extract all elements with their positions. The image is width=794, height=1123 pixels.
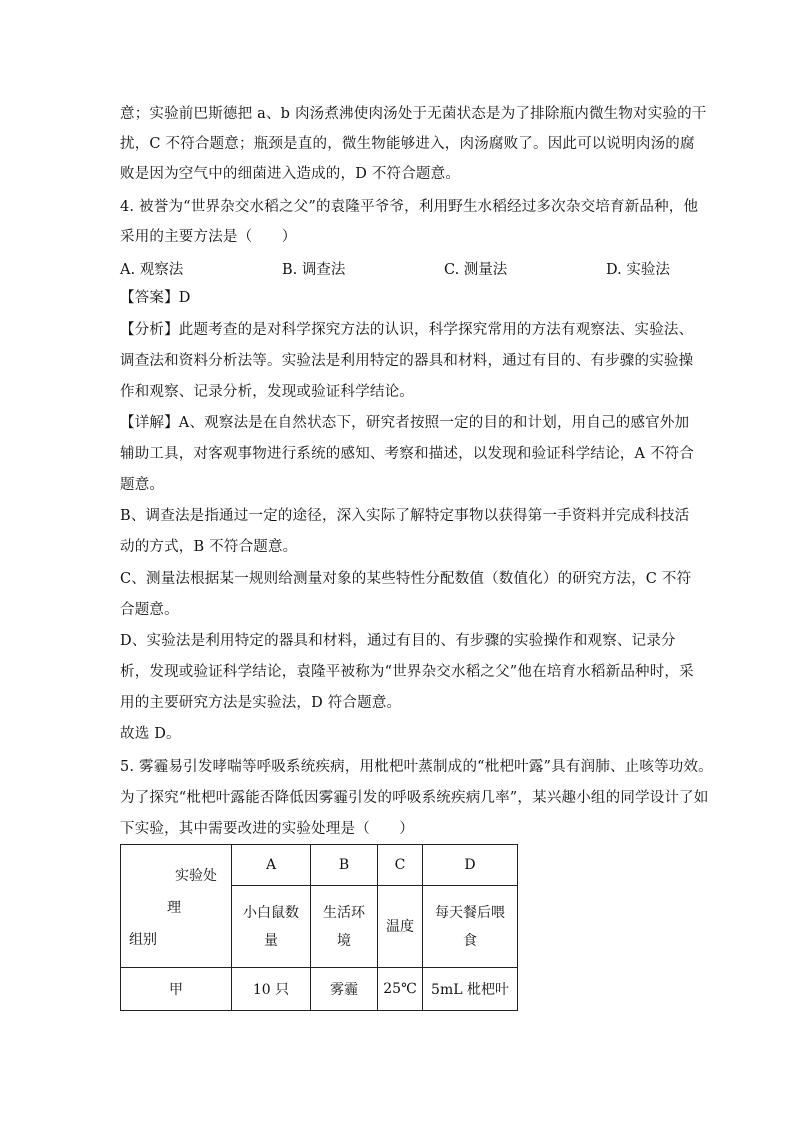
text-line: 扰，C 不符合题意；瓶颈是直的，微生物能够进入，肉汤腐败了。因此可以说明肉汤的腐 xyxy=(120,136,695,152)
detail-line: D、实验法是利用特定的器具和材料，通过有目的、有步骤的实验操作和观察、记录分 xyxy=(120,633,676,649)
question-4-choices xyxy=(120,258,680,278)
table-cell: 25℃ xyxy=(378,968,423,1011)
question-4-stem: 采用的主要方法是（ ） xyxy=(120,229,297,245)
detail-line: 用的主要研究方法是实验法，D 符合题意。 xyxy=(120,695,402,711)
conclusion-line: 故选 D。 xyxy=(120,726,181,742)
column-name: 每天餐后喂 食 xyxy=(423,886,518,968)
column-letter: C xyxy=(378,845,423,886)
table-cell: 雾霾 xyxy=(311,968,378,1011)
detail-line: C、测量法根据某一规则给测量对象的某些特性分配数值（数值化）的研究方法，C 不符 xyxy=(120,571,692,587)
choice-c: C. 测量法 xyxy=(444,262,508,278)
detail-line: 【详解】A、观察法是在自然状态下，研究者按照一定的目的和计划，用自己的感官外加 xyxy=(120,415,690,431)
table-cell: 5mL 枇杷叶 xyxy=(423,968,518,1011)
answer-line: 【答案】D xyxy=(120,290,191,306)
group-cell: 甲 xyxy=(121,968,232,1011)
column-name: 小白鼠数 量 xyxy=(232,886,311,968)
header-label: 理 xyxy=(167,900,181,916)
detail-line: 题意。 xyxy=(120,477,165,493)
analysis-line: 【分析】此题考查的是对科学探究方法的认识，科学探究常用的方法有观察法、实验法、 xyxy=(120,322,694,338)
text-line: 败是因为空气中的细菌进入造成的，D 不符合题意。 xyxy=(120,166,461,182)
column-name: 生活环 境 xyxy=(311,886,378,968)
detail-line: 动的方式，B 不符合题意。 xyxy=(120,539,298,555)
question-5-stem: 5. 雾霾易引发哮喘等呼吸系统疾病，用枇杷叶蒸制成的“枇杷叶露”具有润肺、止咳等功效。 xyxy=(120,759,713,775)
table-header-row xyxy=(121,845,518,886)
choice-d: D. 实验法 xyxy=(606,262,670,278)
question-5-stem: 为了探究“枇杷叶露能否降低因雾霾引发的呼吸系统疾病几率”，某兴趣小组的同学设计了如 xyxy=(120,790,709,806)
column-letter: B xyxy=(311,845,378,886)
detail-line: 合题意。 xyxy=(120,602,179,618)
experiment-table xyxy=(120,844,518,1011)
detail-line: 析，发现或验证科学结论，袁隆平被称为“世界杂交水稻之父”他在培育水稻新品种时，采 xyxy=(120,664,694,680)
column-letter: D xyxy=(423,845,518,886)
detail-line: B、调查法是指通过一定的途径，深入实际了解特定事物以获得第一手资料并完成科技活 xyxy=(120,508,690,524)
choice-b: B. 调查法 xyxy=(282,262,346,278)
column-letter: A xyxy=(232,845,311,886)
analysis-line: 作和观察、记录分析，发现或验证科学结论。 xyxy=(120,384,414,400)
table-row xyxy=(121,968,518,1011)
table-cell: 10 只 xyxy=(232,968,311,1011)
question-5-stem: 下实验，其中需要改进的实验处理是（ ） xyxy=(120,821,414,837)
table-corner-header xyxy=(121,845,232,968)
header-label: 实验处 xyxy=(175,868,217,884)
column-name: 温度 xyxy=(378,886,423,968)
header-label: 组别 xyxy=(129,932,157,948)
analysis-line: 调查法和资料分析法等。实验法是利用特定的器具和材料，通过有目的、有步骤的实验操 xyxy=(120,353,694,369)
question-4-stem: 4. 被誉为“世界杂交水稻之父”的袁隆平爷爷，利用野生水稻经过多次杂交培育新品种，他 xyxy=(120,199,699,215)
choice-a: A. 观察法 xyxy=(120,262,184,278)
detail-line: 辅助工具，对客观事物进行系统的感知、考察和描述，以发现和验证科学结论，A 不符合 xyxy=(120,446,695,462)
text-line: 意；实验前巴斯德把 a、b 肉汤煮沸使肉汤处于无菌状态是为了排除瓶内微生物对实验的干 xyxy=(120,106,707,122)
